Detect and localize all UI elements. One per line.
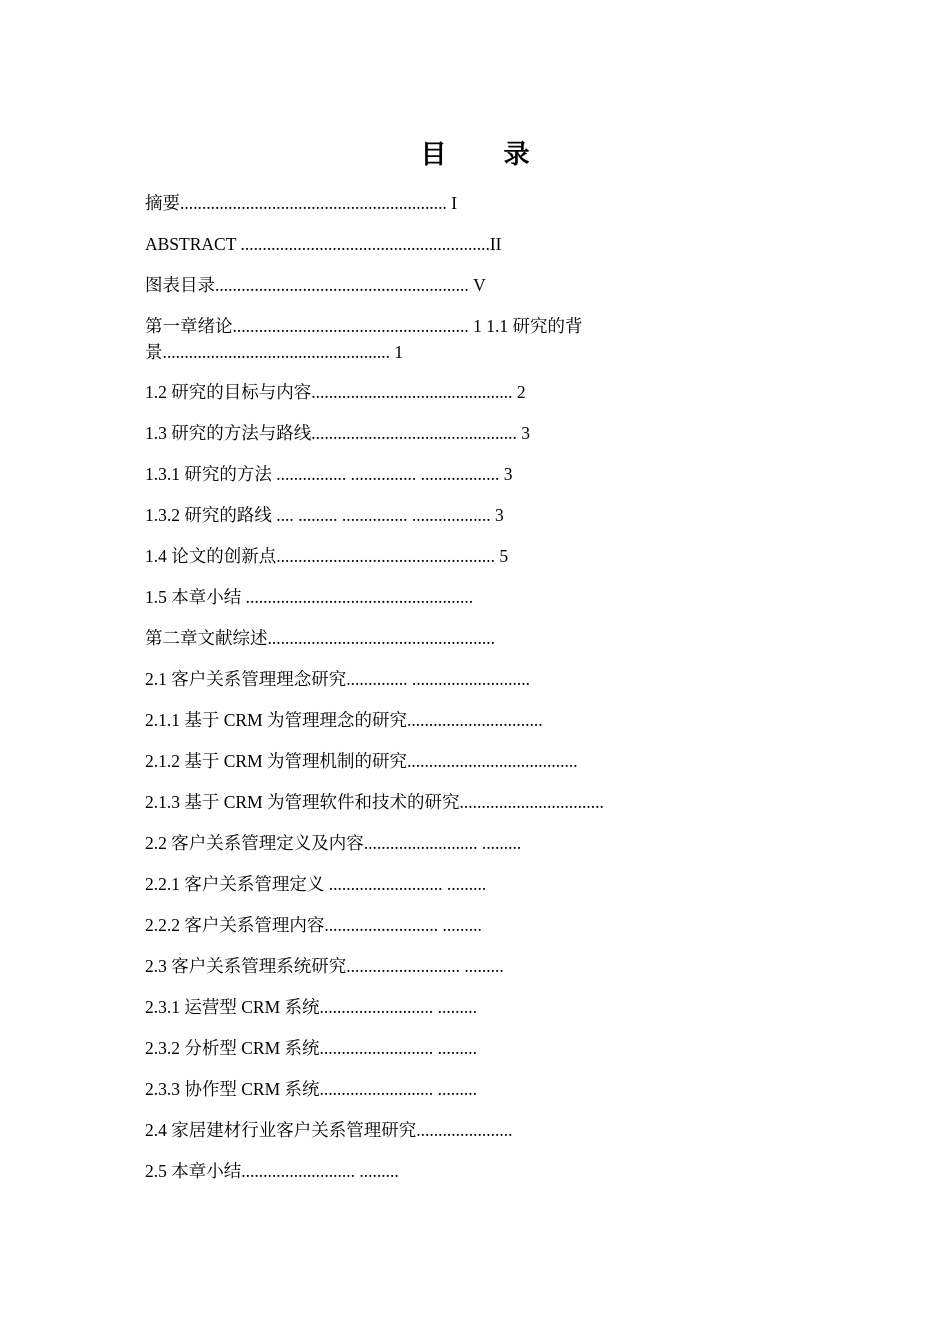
toc-entry: 摘要............................................................. I: [145, 193, 458, 213]
toc-entry: 图表目录.......................................................... V: [145, 275, 486, 295]
toc-entry: 2.2.1 客户关系管理定义 .......................... .........: [145, 874, 487, 894]
toc-entry: 2.3.3 协作型 CRM 系统.......................... .........: [145, 1079, 478, 1099]
toc-entry: 1.5 本章小结 ....................................................: [145, 587, 474, 607]
toc-entry: 第一章绪论...................................................... 1 1.1 研究的背景.................................................... 1: [145, 316, 583, 362]
toc-entry: 2.3.1 运营型 CRM 系统.......................... .........: [145, 997, 478, 1017]
toc-entry: 2.3.2 分析型 CRM 系统.......................... .........: [145, 1038, 478, 1058]
toc-entry: 第二章文献综述....................................................: [145, 628, 495, 648]
toc-entry: 2.2 客户关系管理定义及内容.......................... .........: [145, 833, 522, 853]
toc-entry: 1.3.2 研究的路线 .... ......... ............... .................. 3: [145, 505, 504, 525]
toc-entry: 2.2.2 客户关系管理内容.......................... .........: [145, 915, 482, 935]
toc-entry: 2.4 家居建材行业客户关系管理研究......................: [145, 1120, 513, 1140]
toc-title: 目 录: [420, 140, 554, 170]
toc-entry: 2.1 客户关系管理理念研究.............. ...........................: [145, 669, 530, 689]
toc-entry: 2.1.1 基于 CRM 为管理理念的研究...............................: [145, 710, 543, 730]
toc-entry: 1.3 研究的方法与路线............................................... 3: [145, 423, 530, 443]
toc-entry: 2.3 客户关系管理系统研究.......................... .........: [145, 956, 504, 976]
toc-entry: 2.1.2 基于 CRM 为管理机制的研究.......................................: [145, 751, 578, 771]
toc-entry: 1.3.1 研究的方法 ................ ............... .................. 3: [145, 464, 513, 484]
toc-entry: 1.2 研究的目标与内容.............................................. 2: [145, 382, 526, 402]
toc-entry: ABSTRACT .........................................................II: [145, 234, 502, 254]
toc-entry: 2.1.3 基于 CRM 为管理软件和技术的研究.................................: [145, 792, 604, 812]
toc-entry: 1.4 论文的创新点.................................................. 5: [145, 546, 509, 566]
toc-entry: 2.5 本章小结.......................... .........: [145, 1161, 399, 1181]
